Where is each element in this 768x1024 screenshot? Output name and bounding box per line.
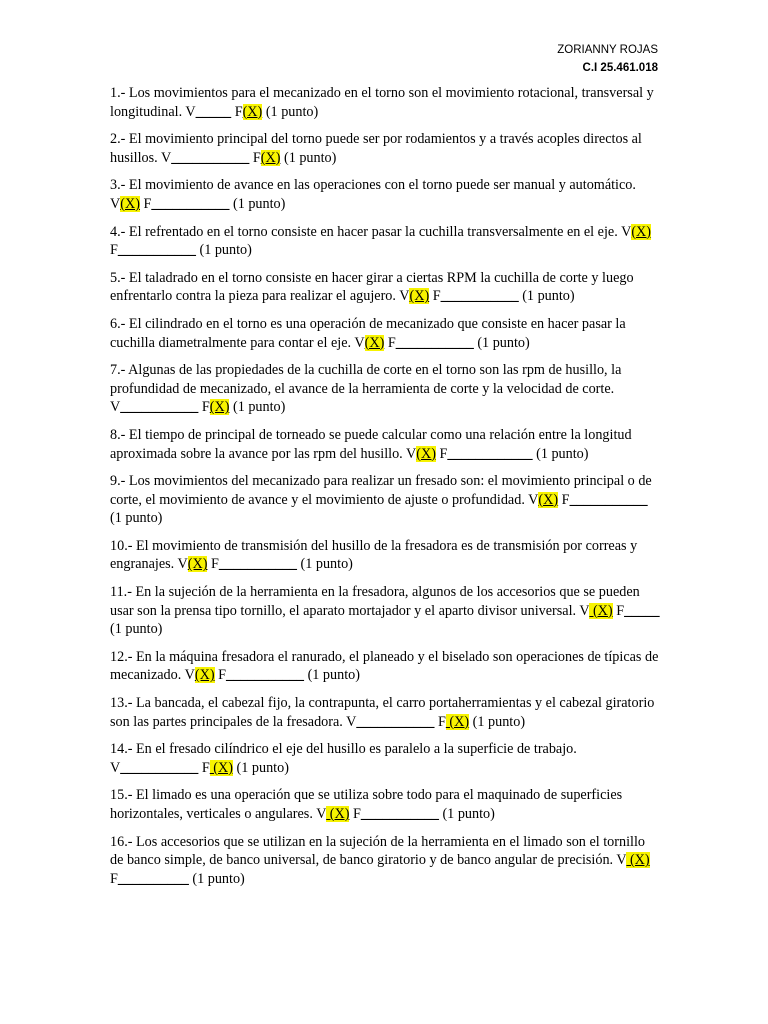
false-label: F <box>110 870 118 887</box>
question-text: 1.- Los movimientos para el mecanizado en el torno son el movimiento rotacional, transversal y longitudinal. <box>110 85 654 120</box>
question-text: 15.- El limado es una operación que se utiliza sobre todo para el maquinado de superficies horizontales, verticales o angulares. <box>110 787 623 822</box>
points-label: (1 punto) <box>307 667 360 684</box>
false-label: F <box>201 399 210 416</box>
question-text: 9.- Los movimientos del mecanizado para realizar un fresado son: el movimiento principal o de corte, el movimiento de avance y el movimiento de ajuste o profundidad. <box>110 473 652 508</box>
false-answer-mark: ___________ <box>218 556 297 573</box>
question-item <box>110 426 660 463</box>
true-answer-mark: _____ <box>195 103 232 120</box>
points-label: (1 punto) <box>232 195 286 212</box>
false-answer-mark: (X) <box>260 149 281 166</box>
true-answer-mark: (X) <box>409 288 430 305</box>
true-answer-mark: (X) <box>589 602 613 619</box>
false-label: F <box>234 103 243 120</box>
question-item <box>110 583 660 639</box>
points-label: (1 punto) <box>199 242 252 259</box>
false-label: F <box>387 334 396 351</box>
question-item <box>110 740 660 777</box>
false-label: F <box>110 242 118 259</box>
question-text: 3.- El movimiento de avance en las operaciones con el torno puede ser manual y automático. <box>110 177 636 194</box>
false-answer-mark: ___________ <box>569 491 648 508</box>
true-label: V <box>184 667 195 684</box>
false-label: F <box>201 759 210 776</box>
false-answer-mark: ___________ <box>151 195 230 212</box>
true-label: V <box>185 103 196 120</box>
false-label: F <box>437 713 446 730</box>
question-text: 5.- El taladrado en el torno consiste en hacer girar a ciertas RPM la cuchilla de corte y luego enfrentarlo contra la pieza para realizar el agujero. <box>110 269 634 305</box>
false-answer-mark: (X) <box>242 103 263 120</box>
false-label: F <box>439 445 448 462</box>
true-answer-mark: (X) <box>538 491 559 508</box>
points-label: (1 punto) <box>472 713 526 730</box>
false-label: F <box>616 602 625 619</box>
question-text: 8.- El tiempo de principal de torneado se puede calcular como una relación entre la longitud aproximada sobre la avance por las rpm del husillo. <box>110 426 632 462</box>
true-answer-mark: (X) <box>416 445 436 462</box>
question-text: 14.- En el fresado cilíndrico el eje del husillo es paralelo a la superficie de trabajo. <box>110 741 577 758</box>
question-item <box>110 269 660 306</box>
question-list <box>110 84 660 897</box>
points-label: (1 punto) <box>192 870 245 887</box>
false-answer-mark: (X) <box>209 399 230 416</box>
true-label: V <box>346 713 357 730</box>
question-item <box>110 648 660 685</box>
question-item <box>110 361 660 417</box>
question-text: 12.- En la máquina fresadora el ranurado, el planeado y el biselado son operaciones de típicas de mecanizado. <box>110 648 659 684</box>
question-item <box>110 833 660 889</box>
true-answer-mark: (X) <box>631 223 652 240</box>
points-label: (1 punto) <box>283 149 337 166</box>
false-answer-mark: (X) <box>445 713 470 730</box>
author-id: C.I 25.461.018 <box>582 62 658 74</box>
question-text: 13.- La bancada, el cabezal fijo, la contrapunta, el carro portaherramientas y el cabezal giratorio son las partes principales de la fresadora. <box>110 695 655 730</box>
question-text: 16.- Los accesorios que se utilizan en la sujeción de la herramienta en el limado son el tornillo de banco simple, de banco universal, de banco giratorio y de banco angular de precisión. <box>110 833 646 869</box>
true-label: V <box>579 602 590 619</box>
question-item <box>110 315 660 352</box>
true-answer-mark: (X) <box>626 852 650 869</box>
true-answer-mark: ___________ <box>356 713 435 730</box>
true-label: V <box>110 399 121 416</box>
question-text: 2.- El movimiento principal del torno puede ser por rodamientos y a través acoples directos al husillos. <box>110 131 642 166</box>
false-answer-mark: __________ <box>117 870 189 887</box>
points-label: (1 punto) <box>522 288 575 305</box>
points-label: (1 punto) <box>536 445 589 462</box>
points-label: (1 punto) <box>232 399 286 416</box>
question-item <box>110 694 660 731</box>
false-answer-mark: ___________ <box>225 667 305 684</box>
true-label: V <box>110 759 121 776</box>
false-answer-mark: ____________ <box>447 445 533 462</box>
author-name: ZORIANNY ROJAS <box>557 44 658 56</box>
true-label: V <box>616 852 627 869</box>
points-label: (1 punto) <box>110 621 163 638</box>
true-answer-mark: (X) <box>326 806 350 822</box>
false-answer-mark: ___________ <box>360 806 439 822</box>
true-label: V <box>621 223 632 240</box>
question-item <box>110 130 660 167</box>
true-label: V <box>406 445 417 462</box>
false-label: F <box>211 556 219 573</box>
points-label: (1 punto) <box>110 510 163 527</box>
question-item <box>110 84 660 121</box>
true-label: V <box>110 195 121 212</box>
points-label: (1 punto) <box>477 334 530 351</box>
false-answer-mark: ___________ <box>440 288 519 305</box>
false-answer-mark: ___________ <box>117 242 196 259</box>
true-label: V <box>354 334 365 351</box>
false-label: F <box>352 806 361 822</box>
question-item <box>110 786 660 823</box>
question-item <box>110 472 660 528</box>
false-answer-mark: ___________ <box>395 334 474 351</box>
true-answer-mark: (X) <box>194 667 215 684</box>
true-label: V <box>316 806 327 822</box>
false-label: F <box>432 288 441 305</box>
true-answer-mark: ___________ <box>171 149 250 166</box>
true-answer-mark: ___________ <box>120 399 199 416</box>
question-text: 4.- El refrentado en el torno consiste en hacer pasar la cuchilla transversalmente en el eje. <box>110 223 618 240</box>
question-text: 11.- En la sujeción de la herramienta en la fresadora, algunos de los accesorios que se pueden usar son la prensa tipo tornillo, el aparato mortajador y el aparto divisor universal. <box>110 584 640 619</box>
question-text: 6.- El cilindrado en el torno es una operación de mecanizado que consiste en hacer pasar la cuchilla diametralmente para contar el eje. <box>110 315 626 351</box>
question-text: 7.- Algunas de las propiedades de la cuchilla de corte en el torno son las rpm de husillo, la profundidad de mecanizado, el avance de la herramienta de corte y la velocidad de corte. <box>110 362 622 397</box>
true-answer-mark: ___________ <box>120 759 199 776</box>
false-label: F <box>143 195 152 212</box>
points-label: (1 punto) <box>300 556 353 573</box>
question-item <box>110 537 660 574</box>
false-label: F <box>561 491 570 508</box>
false-answer-mark: _____ <box>624 602 660 619</box>
true-answer-mark: (X) <box>187 556 208 573</box>
points-label: (1 punto) <box>236 759 289 776</box>
false-answer-mark: (X) <box>209 759 233 776</box>
true-label: V <box>177 556 188 573</box>
points-label: (1 punto) <box>265 103 319 120</box>
true-label: V <box>161 149 172 166</box>
question-text: 10.- El movimiento de transmisión del husillo de la fresadora es de transmisión por correas y engranajes. <box>110 537 638 573</box>
true-label: V <box>399 288 410 305</box>
false-label: F <box>218 667 226 684</box>
true-label: V <box>528 491 539 508</box>
true-answer-mark: (X) <box>364 334 385 351</box>
question-item <box>110 176 660 213</box>
true-answer-mark: (X) <box>120 195 140 212</box>
false-label: F <box>252 149 261 166</box>
points-label: (1 punto) <box>442 806 495 822</box>
question-item <box>110 223 660 260</box>
